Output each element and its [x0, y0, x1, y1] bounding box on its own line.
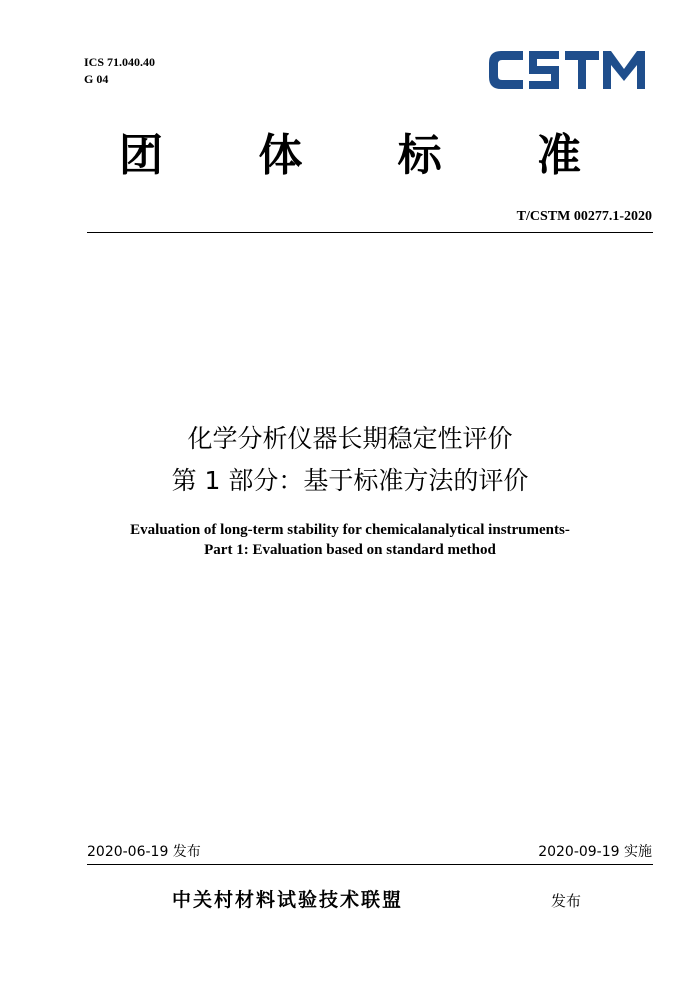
document-type-title: 团 体 标 准 [119, 130, 621, 181]
english-title-line1: Evaluation of long-term stability for chemicalanalytical instruments- [130, 522, 570, 538]
ics-code: ICS 71.040.40 [84, 55, 156, 69]
bottom-divider [87, 864, 653, 865]
classification-codes [84, 54, 155, 88]
implementation-date: 2020-09-19 实施 [538, 844, 652, 860]
issue-date: 2020-06-19 发布 [87, 844, 201, 860]
chinese-title-line2: 第 1 部分：基于标准方法的评价 [171, 466, 529, 495]
publish-label: 发布 [551, 892, 582, 910]
top-divider [87, 232, 653, 233]
standard-number: T/CSTM 00277.1-2020 [516, 209, 652, 224]
cstm-logo [487, 47, 647, 93]
publisher-name: 中关村材料试验技术联盟 [172, 889, 404, 911]
chinese-title-line1: 化学分析仪器长期稳定性评价 [187, 424, 513, 453]
ccs-code: G 04 [84, 72, 109, 86]
english-title-line2: Part 1: Evaluation based on standard method [204, 542, 496, 558]
